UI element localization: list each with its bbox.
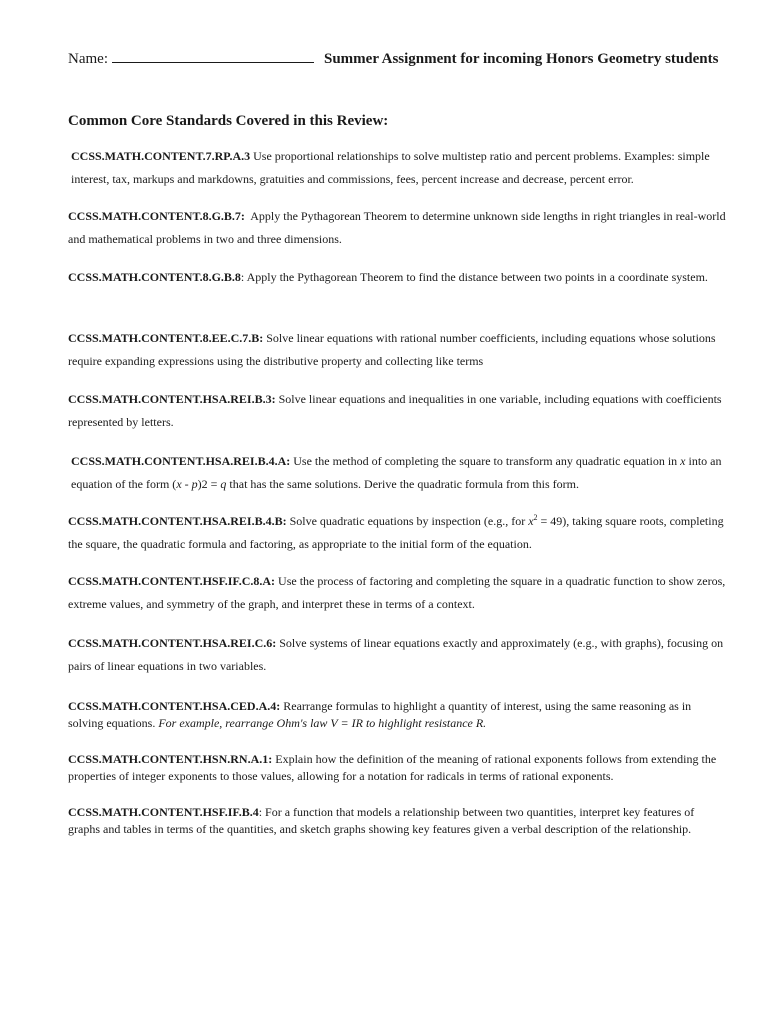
standard-text: Apply the Pythagorean Theorem to determine unknown side lengths in right triangles in real-world and mathematical problems in two and three dimensions. [68,209,726,246]
standard-text: - [181,477,192,491]
standard-text: : For a function that models a relationship between two quantities, interpret key features of graphs and tables in terms of the quantities, and sketch graphs showing key features given a verbal description of the relationship. [68,805,695,836]
standard-text: that has the same solutions. Derive the quadratic formula from this form. [226,477,579,491]
assignment-title: Summer Assignment for incoming Honors Geometry students [323,51,719,67]
standard-code: CCSS.MATH.CONTENT.HSA.REI.B.4.A: [71,454,291,468]
standard-example: For example, rearrange Ohm's law V = IR to highlight resistance R. [158,716,487,730]
standard-item [68,388,728,434]
variable-x: x [528,514,534,528]
variable-x: x [176,477,182,491]
standard-code: CCSS.MATH.CONTENT.7.RP.A.3 [71,149,251,163]
standard-code: CCSS.MATH.CONTENT.HSA.REI.B.4.B: [68,514,287,528]
name-blank-line [112,48,314,63]
standard-text: Use proportional relationships to solve multistep ratio and percent problems. Examples: simple interest, tax, markups and markdowns, gratuities and commissions, fees, percent increase and decrease, percent error. [71,149,710,186]
standard-item [68,804,728,838]
standard-text: Explain how the definition of the meaning of rational exponents follows from extending the properties of integer exponents to those values, allowing for a notation for radicals in terms of rational exponents. [68,752,717,783]
exponent: 2 [533,513,538,522]
standard-text: Solve quadratic equations by inspection (e.g., for [289,514,526,528]
variable-p: p [191,477,198,491]
standard-code: CCSS.MATH.CONTENT.HSN.RN.A.1: [68,752,273,766]
standard-code: CCSS.MATH.CONTENT.HSA.CED.A.4: [68,699,281,713]
standard-code: CCSS.MATH.CONTENT.HSF.IF.B.4 [68,805,259,819]
standard-text: = 49), taking square roots, completing the square, the quadratic formula and factoring, as appropriate to the initial form of the equation. [68,514,724,551]
standard-code: CCSS.MATH.CONTENT.HSA.REI.B.3: [68,392,276,406]
standard-text: Use the process of factoring and completing the square in a quadratic function to show zeros, extreme values, and symmetry of the graph, and interpret these in terms of a context. [68,574,726,611]
standard-code: CCSS.MATH.CONTENT.8.EE.C.7.B: [68,331,264,345]
standard-text: Solve linear equations with rational number coefficients, including equations whose solutions require expanding expressions using the distributive property and collecting like terms [68,331,716,368]
name-label: Name: [68,51,108,67]
standard-code: CCSS.MATH.CONTENT.HSF.IF.C.8.A: [68,574,276,588]
standard-item [68,205,728,251]
standard-text: Solve systems of linear equations exactly and approximately (e.g., with graphs), focusing on pairs of linear equations in two variables. [68,636,724,673]
section-heading: Common Core Standards Covered in this Review: [68,113,389,129]
standard-item [68,751,728,785]
standard-code: CCSS.MATH.CONTENT.HSA.REI.C.6: [68,636,277,650]
standard-text: into an equation of the form ( [71,454,722,491]
standard-item [68,698,728,732]
standard-item [68,570,728,616]
standard-item [68,510,728,556]
variable-x: x [680,454,686,468]
standard-item [68,450,728,496]
standard-text: Rearrange formulas to highlight a quantity of interest, using the same reasoning as in solving equations. [68,699,692,730]
standard-code: CCSS.MATH.CONTENT.8.G.B.8 [68,270,241,284]
standard-item [68,266,728,289]
standard-item [68,145,728,191]
standard-item [68,632,728,678]
standard-item [68,327,728,373]
standard-text: )2 = [197,477,221,491]
page-header [68,48,728,68]
standard-text: : Apply the Pythagorean Theorem to find the distance between two points in a coordinate system. [240,270,708,284]
variable-q: q [220,477,227,491]
standard-code: CCSS.MATH.CONTENT.8.G.B.7: [68,209,245,223]
standard-text: Solve linear equations and inequalities in one variable, including equations with coefficients represented by letters. [68,392,722,429]
standard-text: Use the method of completing the square to transform any quadratic equation in [293,454,678,468]
